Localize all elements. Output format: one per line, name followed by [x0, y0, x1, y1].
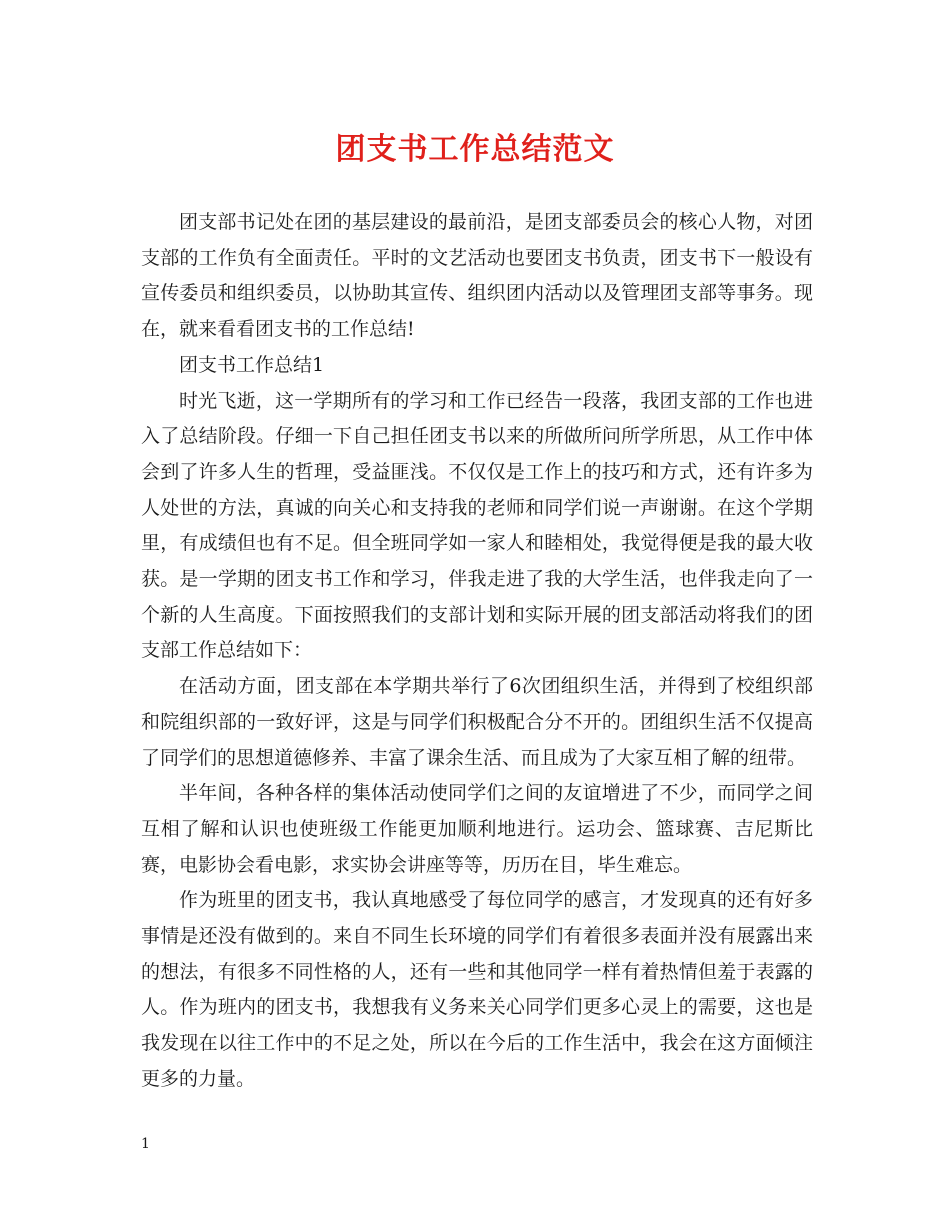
- document-title: 团支书工作总结范文: [335, 132, 615, 167]
- body-paragraph: 半年间，各种各样的集体活动使同学们之间的友谊增进了不少，而同学之间互相了解和认识也使班级工作能更加顺利地进行。运功会、篮球赛、吉尼斯比赛，电影协会看电影，求实协会讲座等等，历历在目，毕生难忘。: [141, 782, 813, 876]
- section-heading: 团支书工作总结1: [179, 353, 325, 376]
- body-paragraph: 在活动方面，团支部在本学期共举行了6次团组织生活，并得到了校组织部和院组织部的一致好评，这是与同学们积极配合分不开的。团组织生活不仅提高了同学们的思想道德修养、丰富了课余生活、而且成为了大家互相了解的纽带。: [141, 675, 813, 769]
- intro-paragraph: 团支部书记处在团的基层建设的最前沿，是团支部委员会的核心人物，对团支部的工作负有全面责任。平时的文艺活动也要团支书负责，团支书下一般设有宣传委员和组织委员，以协助其宣传、组织团内活动以及管理团支部等事务。现在，就来看看团支书的工作总结!: [141, 211, 813, 341]
- page-number: 1: [141, 1136, 150, 1152]
- document-body: [141, 205, 813, 1098]
- body-paragraph: 作为班里的团支书，我认真地感受了每位同学的感言，才发现真的还有好多事情是还没有做到的。来自不同生长环境的同学们有着很多表面并没有展露出来的想法，有很多不同性格的人，还有一些和其他同学一样有着热情但羞于表露的人。作为班内的团支书，我想我有义务来关心同学们更多心灵上的需要，这也是我发现在以往工作中的不足之处，所以在今后的工作生活中，我会在这方面倾注更多的力量。: [141, 889, 813, 1090]
- body-paragraph: 时光飞逝，这一学期所有的学习和工作已经告一段落，我团支部的工作也进入了总结阶段。仔细一下自己担任团支书以来的所做所问所学所思，从工作中体会到了许多人生的哲理，受益匪浅。不仅仅是工作上的技巧和方式，还有许多为人处世的方法，真诚的向关心和支持我的老师和同学们说一声谢谢。在这个学期里，有成绩但也有不足。但全班同学如一家人和睦相处，我觉得便是我的最大收获。是一学期的团支书工作和学习，伴我走进了我的大学生活，也伴我走向了一个新的人生高度。下面按照我们的支部计划和实际开展的团支部活动将我们的团支部工作总结如下：: [141, 389, 813, 662]
